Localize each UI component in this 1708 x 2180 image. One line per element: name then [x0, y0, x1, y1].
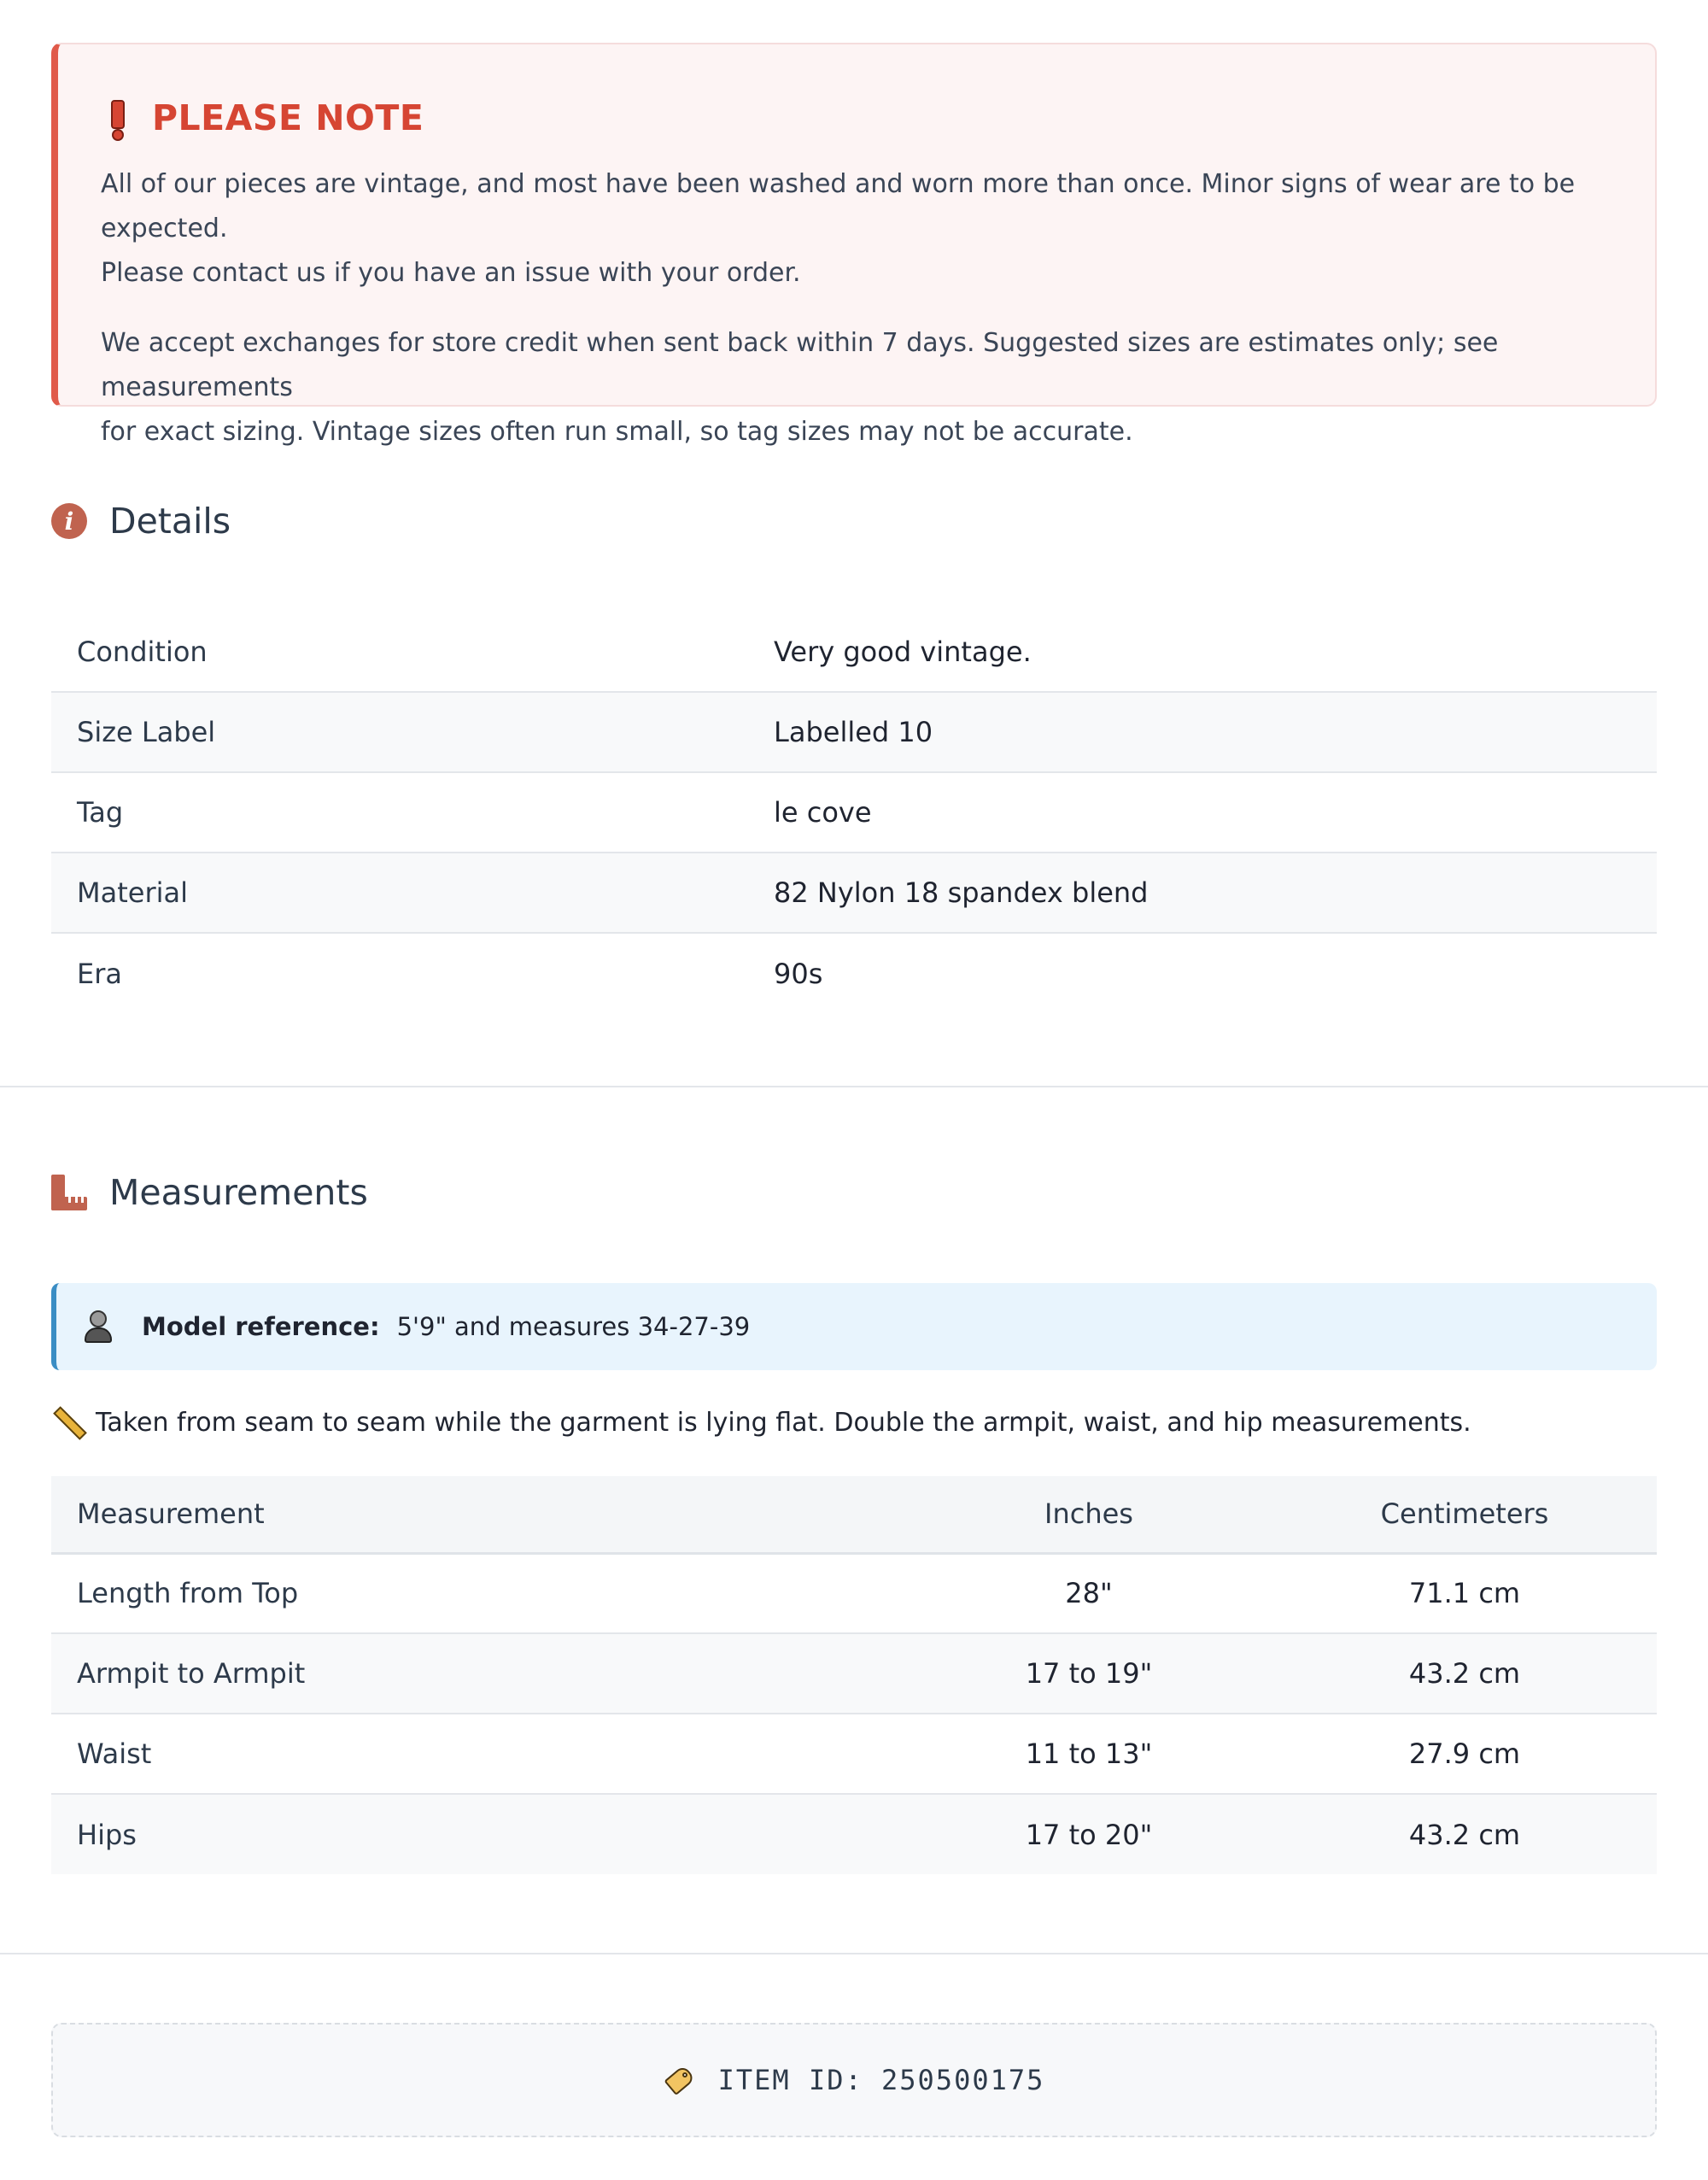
exclamation-icon	[111, 100, 121, 136]
measurement-cm: 71.1 cm	[1272, 1553, 1657, 1633]
detail-value: 90s	[774, 957, 823, 990]
measurement-note	[51, 1406, 1471, 1439]
column-header: Inches	[905, 1476, 1272, 1553]
detail-value: Very good vintage.	[774, 612, 1657, 692]
table-header-row	[51, 1476, 1657, 1553]
measurement-inches: 28"	[905, 1553, 1272, 1633]
model-reference	[51, 1283, 1657, 1370]
measurement-cm: 43.2 cm	[1272, 1794, 1657, 1874]
detail-label: Material	[51, 853, 774, 933]
table-row	[51, 612, 1657, 692]
measurement-inches: 17 to 20"	[905, 1794, 1272, 1874]
detail-value: 82 Nylon 18 spandex blend	[774, 853, 1657, 933]
measurements-header	[51, 1172, 368, 1213]
measurements-table	[51, 1476, 1657, 1874]
section-divider	[0, 1953, 1708, 1954]
model-reference-label: Model reference:	[142, 1312, 380, 1341]
ruler-icon	[51, 1175, 87, 1210]
table-row	[51, 1714, 1657, 1794]
notice-paragraph-1	[101, 162, 1607, 296]
detail-label: Condition	[51, 612, 774, 692]
pencil-icon	[51, 1406, 84, 1439]
table-row	[51, 1794, 1657, 1874]
notice-p1-line2: Please contact us if you have an issue with your order.	[101, 258, 801, 288]
please-note-box	[51, 43, 1657, 447]
notice-p2-line2: for exact sizing. Vintage sizes often run small, so tag sizes may not be accurate.	[101, 417, 1133, 447]
model-reference-value: 5'9" and measures 34-27-39	[396, 1312, 751, 1341]
detail-value: le cove	[774, 772, 1657, 853]
table-row	[51, 1553, 1657, 1633]
person-icon	[84, 1310, 113, 1343]
measurement-name: Length from Top	[51, 1553, 905, 1633]
table-row	[51, 1633, 1657, 1714]
table-row	[51, 853, 1657, 933]
table-row	[51, 772, 1657, 853]
details-header	[51, 501, 231, 542]
column-header: Centimeters	[1272, 1476, 1657, 1553]
tag-icon	[664, 2064, 696, 2096]
notice-p2-line1: We accept exchanges for store credit when sent back within 7 days. Suggested sizes are estimates only; see measurements	[101, 328, 1499, 402]
measurement-note-text: Taken from seam to seam while the garment is lying flat. Double the armpit, waist, and hip measurements.	[96, 1407, 1471, 1438]
info-icon: i	[51, 503, 87, 539]
notice-header	[101, 92, 1607, 144]
measurement-name: Waist	[51, 1714, 905, 1794]
notice-title: PLEASE NOTE	[152, 97, 424, 138]
notice-p1-line1: All of our pieces are vintage, and most have been washed and worn more than once. Minor signs of wear are to be expected.	[101, 169, 1576, 243]
measurements-title: Measurements	[109, 1172, 368, 1213]
detail-label: Era	[77, 957, 122, 990]
measurement-name: Hips	[51, 1794, 905, 1874]
table-row	[51, 692, 1657, 772]
measurement-inches: 17 to 19"	[905, 1633, 1272, 1714]
item-id-box	[51, 2023, 1657, 2137]
detail-label: Tag	[51, 772, 774, 853]
measurement-cm: 27.9 cm	[1272, 1714, 1657, 1794]
notice-paragraph-2	[101, 321, 1607, 454]
table-row	[51, 933, 1657, 1013]
measurement-cm: 43.2 cm	[1272, 1633, 1657, 1714]
measurement-name: Armpit to Armpit	[51, 1633, 905, 1714]
detail-value: Labelled 10	[774, 692, 1657, 772]
column-header: Measurement	[51, 1476, 905, 1553]
details-table	[51, 612, 1657, 1013]
section-divider	[0, 1086, 1708, 1087]
details-title: Details	[109, 501, 231, 542]
detail-label: Size Label	[51, 692, 774, 772]
item-id-text: ITEM ID: 250500175	[717, 2064, 1045, 2096]
measurement-inches: 11 to 13"	[905, 1714, 1272, 1794]
